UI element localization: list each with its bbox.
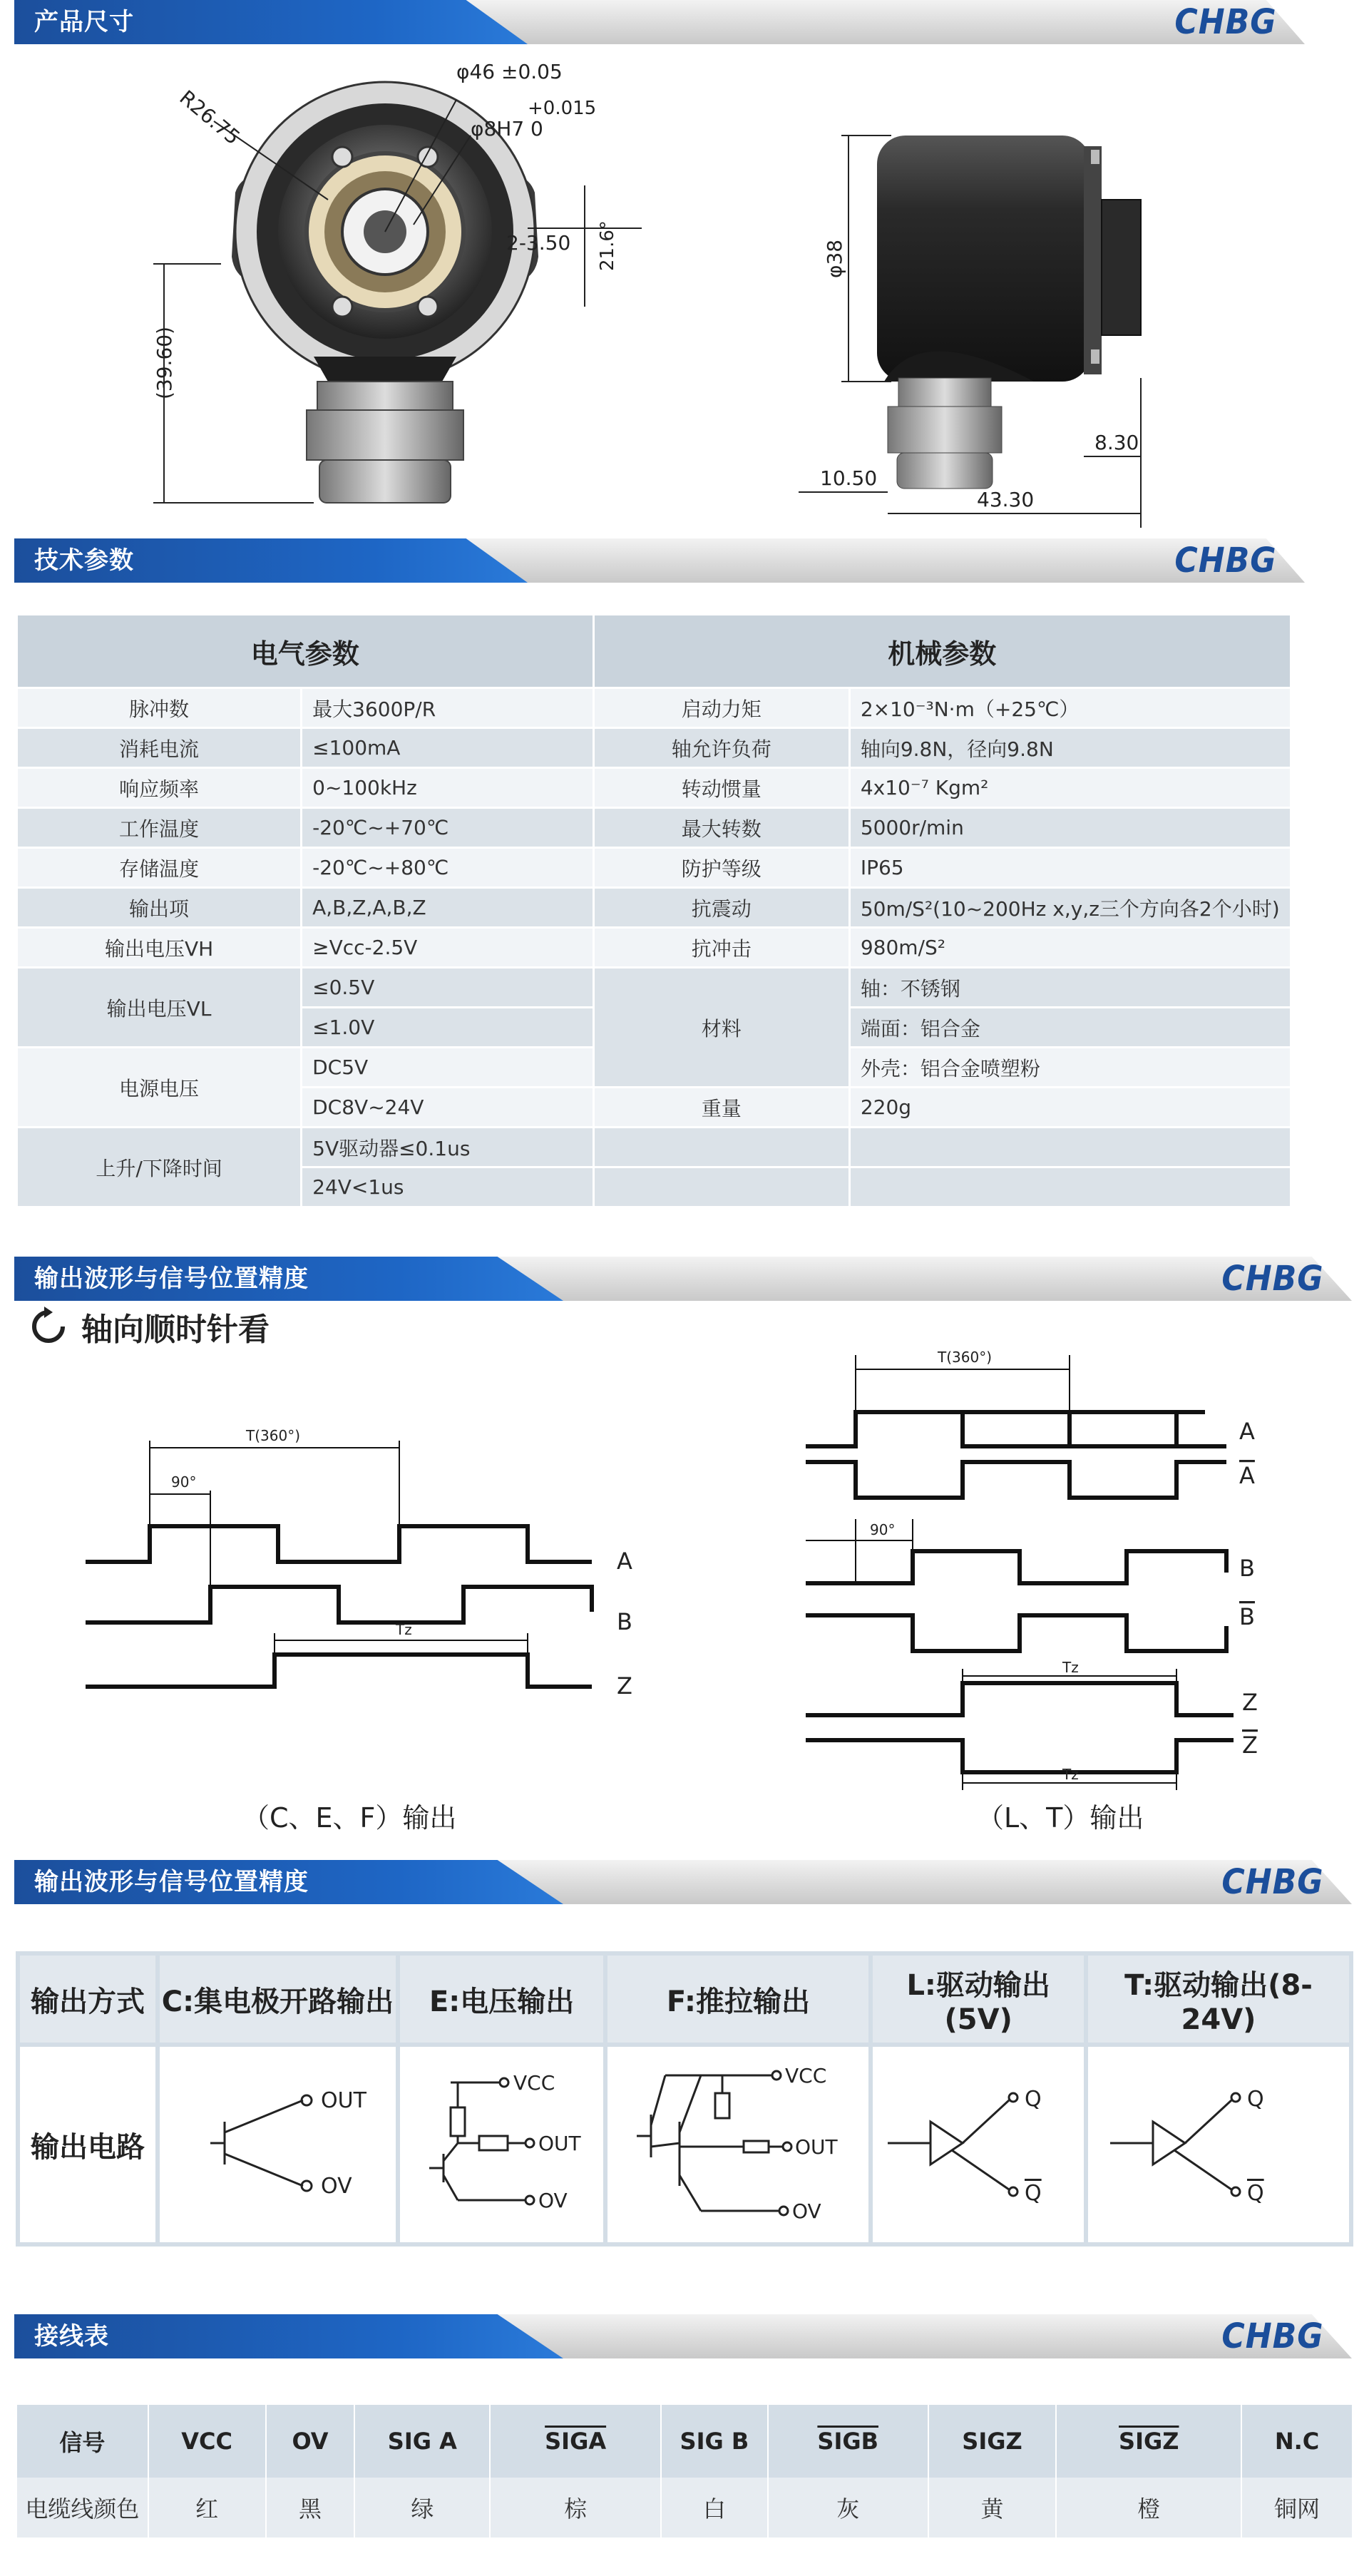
section-title: 输出波形与信号位置精度: [34, 1264, 309, 1293]
wiring-header: SIGZ: [1056, 2405, 1241, 2478]
signal-a-label: A: [617, 1548, 632, 1575]
circuit-row-label: 输出电路: [18, 2045, 158, 2244]
circuit-t: [1086, 2045, 1351, 2244]
brand-logo: CHBG: [1221, 1862, 1323, 1902]
signal-z-label: Z: [1242, 1689, 1258, 1716]
wiring-header: OV: [266, 2405, 355, 2478]
param-key: 上升/下降时间: [17, 1128, 302, 1207]
mode-e: E:电压输出: [398, 1953, 606, 2045]
q-label: Q: [1246, 2087, 1264, 2112]
wiring-header: N.C: [1241, 2405, 1353, 2478]
param-key: 输出项: [17, 888, 302, 928]
param-key: 工作温度: [17, 808, 302, 848]
output-circuit-table: [16, 1951, 1353, 2247]
signal-b-label: B: [1239, 1555, 1255, 1582]
wiring-cell: 橙: [1056, 2478, 1241, 2537]
param-value: DC5V: [302, 1048, 594, 1088]
wave-90-label: 90°: [870, 1521, 896, 1538]
param-key: 输出电压VH: [17, 928, 302, 968]
circuit-f: [605, 2045, 871, 2244]
mode-c: C:集电极开路输出: [158, 1953, 398, 2045]
wiring-header: VCC: [148, 2405, 266, 2478]
brand-logo: CHBG: [1174, 541, 1276, 581]
mode-label: 输出方式: [18, 1953, 158, 2045]
wave-tz-label: Tz: [1062, 1659, 1079, 1676]
param-value: 5V驱动器≤0.1us: [302, 1128, 594, 1167]
brand-logo: CHBG: [1174, 2, 1276, 42]
section-title: 技术参数: [34, 546, 134, 575]
wiring-cell: 红: [148, 2478, 266, 2537]
param-value: ≤0.5V: [302, 968, 594, 1008]
wiring-header: SIGB: [768, 2405, 928, 2478]
encoder-front-view-drawing: [128, 57, 670, 528]
ov-label: OV: [538, 2189, 568, 2212]
section-header-wiring: [14, 2314, 1352, 2358]
param-value: 5000r/min: [849, 808, 1291, 848]
dim-tol: +0.015: [528, 98, 597, 119]
param-key: 响应频率: [17, 768, 302, 808]
param-value: ≤1.0V: [302, 1008, 594, 1048]
wiring-cell: 绿: [354, 2478, 490, 2537]
section-title: 产品尺寸: [34, 8, 134, 36]
param-key: 启动力矩: [593, 688, 849, 728]
dim-angle: 21.6°: [597, 220, 618, 271]
param-key: 材料: [593, 968, 849, 1088]
param-value: 50m/S²(10~200Hz x,y,z三个方向各2个小时): [849, 888, 1291, 928]
param-key: 输出电压VL: [17, 968, 302, 1048]
wave-period-label: T(360°): [938, 1349, 992, 1366]
section-header-waveform: [14, 1257, 1352, 1301]
param-key: 抗冲击: [593, 928, 849, 968]
wiring-header: SIG A: [354, 2405, 490, 2478]
dim-830: 8.30: [1094, 431, 1139, 454]
param-value: 0~100kHz: [302, 768, 594, 808]
brand-logo: CHBG: [1221, 2316, 1323, 2356]
wiring-cell: 黑: [266, 2478, 355, 2537]
wiring-cell: 灰: [768, 2478, 928, 2537]
waveform-cef: [71, 1419, 656, 1719]
out-label: OUT: [795, 2135, 839, 2159]
param-value: 980m/S²: [849, 928, 1291, 968]
q-inv-label: Q: [1025, 2181, 1042, 2206]
param-key: 转动惯量: [593, 768, 849, 808]
wiring-table: [16, 2405, 1353, 2537]
section-header-circuit: [14, 1860, 1352, 1904]
mechanical-header: 机械参数: [593, 615, 1291, 688]
signal-z-label: Z: [617, 1672, 632, 1700]
wiring-cell: 电缆线颜色: [16, 2478, 148, 2537]
tech-params-table: [16, 613, 1292, 1208]
section-title: 输出波形与信号位置精度: [34, 1868, 309, 1896]
signal-b-inv-label: B: [1239, 1603, 1255, 1630]
wave-90-label: 90°: [171, 1473, 197, 1491]
wiring-cell: 白: [661, 2478, 768, 2537]
encoder-side-view-drawing: [799, 107, 1198, 535]
electrical-header: 电气参数: [17, 615, 594, 688]
param-value: 轴向9.8N，径向9.8N: [849, 728, 1291, 768]
param-value: 220g: [849, 1088, 1291, 1128]
vcc-label: VCC: [785, 2064, 827, 2087]
param-value: -20℃~+70℃: [302, 808, 594, 848]
ov-label: OV: [792, 2199, 822, 2223]
param-value: ≤100mA: [302, 728, 594, 768]
caption-right: （L、T）输出: [977, 1802, 1144, 1834]
dim-1050: 10.50: [820, 466, 878, 490]
param-key: 重量: [593, 1088, 849, 1128]
wiring-cell: 黄: [928, 2478, 1057, 2537]
param-key: 电源电压: [17, 1048, 302, 1128]
section-header-dimensions: [14, 0, 1305, 44]
wiring-header: SIGA: [490, 2405, 661, 2478]
section-title: 接线表: [34, 2322, 109, 2351]
wiring-header: SIG B: [661, 2405, 768, 2478]
signal-a-inv-label: A: [1239, 1462, 1255, 1489]
param-key: 轴允许负荷: [593, 728, 849, 768]
param-key: 最大转数: [593, 808, 849, 848]
wiring-header: SIGZ: [928, 2405, 1057, 2478]
rotation-text: 轴向顺时针看: [81, 1312, 270, 1348]
param-value: DC8V~24V: [302, 1088, 594, 1128]
param-key: 消耗电流: [17, 728, 302, 768]
mode-f: F:推拉输出: [605, 1953, 871, 2045]
param-value: ≥Vcc-2.5V: [302, 928, 594, 968]
param-key: 存储温度: [17, 848, 302, 888]
waveform-lt: [799, 1341, 1283, 1797]
param-value: 外壳：铝合金喷塑粉: [849, 1048, 1291, 1088]
caption-left: （C、E、F）输出: [242, 1802, 457, 1834]
circuit-e: [398, 2045, 606, 2244]
param-value: IP65: [849, 848, 1291, 888]
circuit-l: [871, 2045, 1086, 2244]
vcc-label: VCC: [513, 2071, 555, 2095]
param-value: 端面：铝合金: [849, 1008, 1291, 1048]
param-value: 24V<1us: [302, 1167, 594, 1207]
param-value: -20℃~+80℃: [302, 848, 594, 888]
param-value: 轴：不锈钢: [849, 968, 1291, 1008]
dim-4330: 43.30: [977, 488, 1035, 511]
param-key: 防护等级: [593, 848, 849, 888]
clockwise-icon: [29, 1307, 68, 1346]
out-label: OUT: [538, 2132, 581, 2155]
section-header-tech: [14, 538, 1305, 583]
wiring-cell: 棕: [490, 2478, 661, 2537]
dim-d38: φ38: [823, 239, 846, 278]
mode-l: L:驱动输出(5V): [871, 1953, 1086, 2045]
wiring-header: 信号: [16, 2405, 148, 2478]
q-inv-label: Q: [1246, 2181, 1264, 2206]
param-key: 抗震动: [593, 888, 849, 928]
out-label: OUT: [321, 2088, 366, 2113]
dim-height: (39.60): [153, 326, 176, 399]
ov-label: OV: [321, 2174, 352, 2199]
wave-tz-label: Tz: [1062, 1766, 1079, 1783]
dim-d46: φ46 ±0.05: [456, 60, 563, 83]
signal-a-label: A: [1239, 1418, 1255, 1445]
rotation-note: [29, 1305, 270, 1348]
wave-tz-label: Tz: [396, 1621, 412, 1638]
wave-period-label: T(360°): [246, 1427, 300, 1444]
signal-b-label: B: [617, 1608, 632, 1635]
signal-z-inv-label: Z: [1242, 1732, 1258, 1759]
param-value: A,B,Z,A,B,Z: [302, 888, 594, 928]
q-label: Q: [1025, 2087, 1042, 2112]
circuit-c: [158, 2045, 398, 2244]
wiring-cell: 铜网: [1241, 2478, 1353, 2537]
dim-radius: R26.75: [175, 86, 245, 150]
param-value: 最大3600P/R: [302, 688, 594, 728]
param-value: 2×10⁻³N·m（+25℃）: [849, 688, 1291, 728]
param-value: 4x10⁻⁷ Kgm²: [849, 768, 1291, 808]
dim-slot: 2-3.50: [506, 231, 571, 255]
brand-logo: CHBG: [1221, 1259, 1323, 1299]
param-key: 脉冲数: [17, 688, 302, 728]
mode-t: T:驱动输出(8-24V): [1086, 1953, 1351, 2045]
dim-d8: φ8H7 0: [471, 117, 543, 140]
